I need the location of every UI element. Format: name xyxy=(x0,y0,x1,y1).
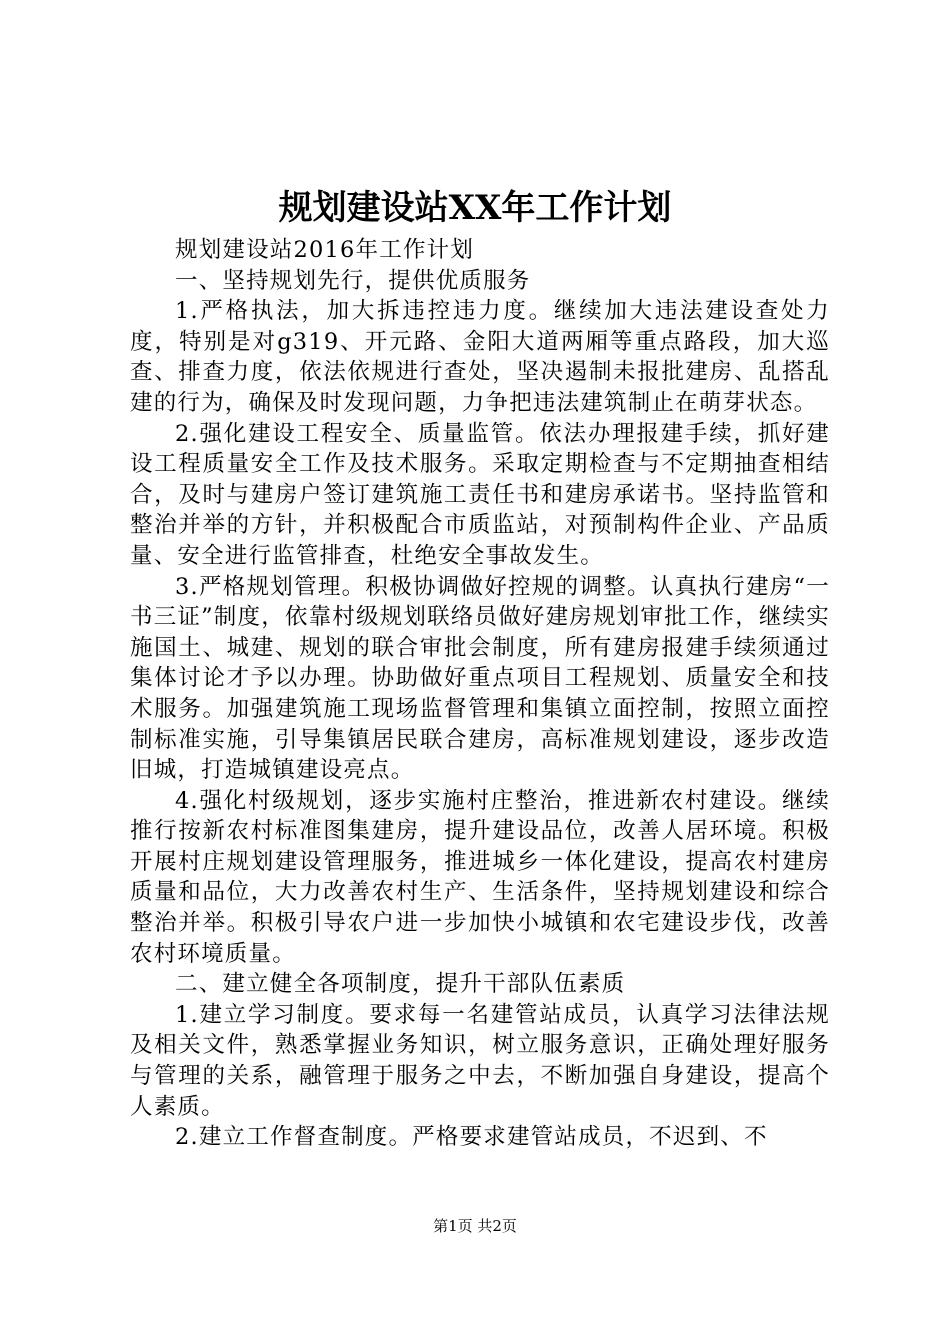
paragraph-item-1-4: 4.强化村级规划，逐步实施村庄整治，推进新农村建设。继续推行按新农村标准图集建房，提升建设品位，改善人居环境。积极开展村庄规划建设管理服务，推进城乡一体化建设，提高农村建房质量和品位，大力改善农村生产、生活条件，坚持规划建设和综合整治并举。积极引导农户进一步加快小城镇和农宅建设步伐，改善农村环境质量。 xyxy=(130,787,830,967)
page-footer: 第1页 共2页 xyxy=(433,1217,517,1235)
paragraph-item-1-1: 1.严格执法，加大拆违控违力度。继续加大违法建设查处力度，特别是对g319、开元路、金阳大道两厢等重点路段，加大巡查、排查力度，依法依规进行查处，坚决遏制未报批建房、乱搭乱建的行为，确保及时发现问题，力争把违法建筑制止在萌芽状态。 xyxy=(130,298,830,416)
paragraph-item-2-1: 1.建立学习制度。要求每一名建管站成员，认真学习法律法规及相关文件，熟悉掌握业务知识，树立服务意识，正确处理好服务与管理的关系，融管理于服务之中去，不断加强自身建设，提高个人素质。 xyxy=(130,1001,830,1120)
paragraph-item-2-2: 2.建立工作督查制度。严格要求建管站成员，不迟到、不 xyxy=(175,1124,768,1151)
paragraph-item-1-2: 2.强化建设工程安全、质量监管。依法办理报建手续，抓好建设工程质量安全工作及技术服务。采取定期检查与不定期抽查相结合，及时与建房户签订建筑施工责任书和建房承诺书。坚持监管和整治并举的方针，并积极配合市质监站，对预制构件企业、产品质量、安全进行监管排查，杜绝安全事故发生。 xyxy=(130,420,830,569)
paragraph-subtitle: 规划建设站2016年工作计划 xyxy=(175,237,475,263)
document-body xyxy=(130,235,830,1153)
paragraph-section-heading-1: 一、坚持规划先行，提供优质服务 xyxy=(175,267,531,294)
paragraph-section-heading-2: 二、建立健全各项制度，提升干部队伍素质 xyxy=(175,971,626,998)
paragraph-item-1-3: 3.严格规划管理。积极协调做好控规的调整。认真执行建房“一书三证”制度，依靠村级规划联络员做好建房规划审批工作，继续实施国土、城建、规划的联合审批会制度，所有建房报建手续须通过集体讨论才予以办理。协助做好重点项目工程规划、质量安全和技术服务。加强建筑施工现场监督管理和集镇立面控制，按照立面控制标准实施，引导集镇居民联合建房，高标准规划建设，逐步改造旧城，打造城镇建设亮点。 xyxy=(130,573,831,784)
document-title: 规划建设站XX年工作计划 xyxy=(278,188,672,228)
